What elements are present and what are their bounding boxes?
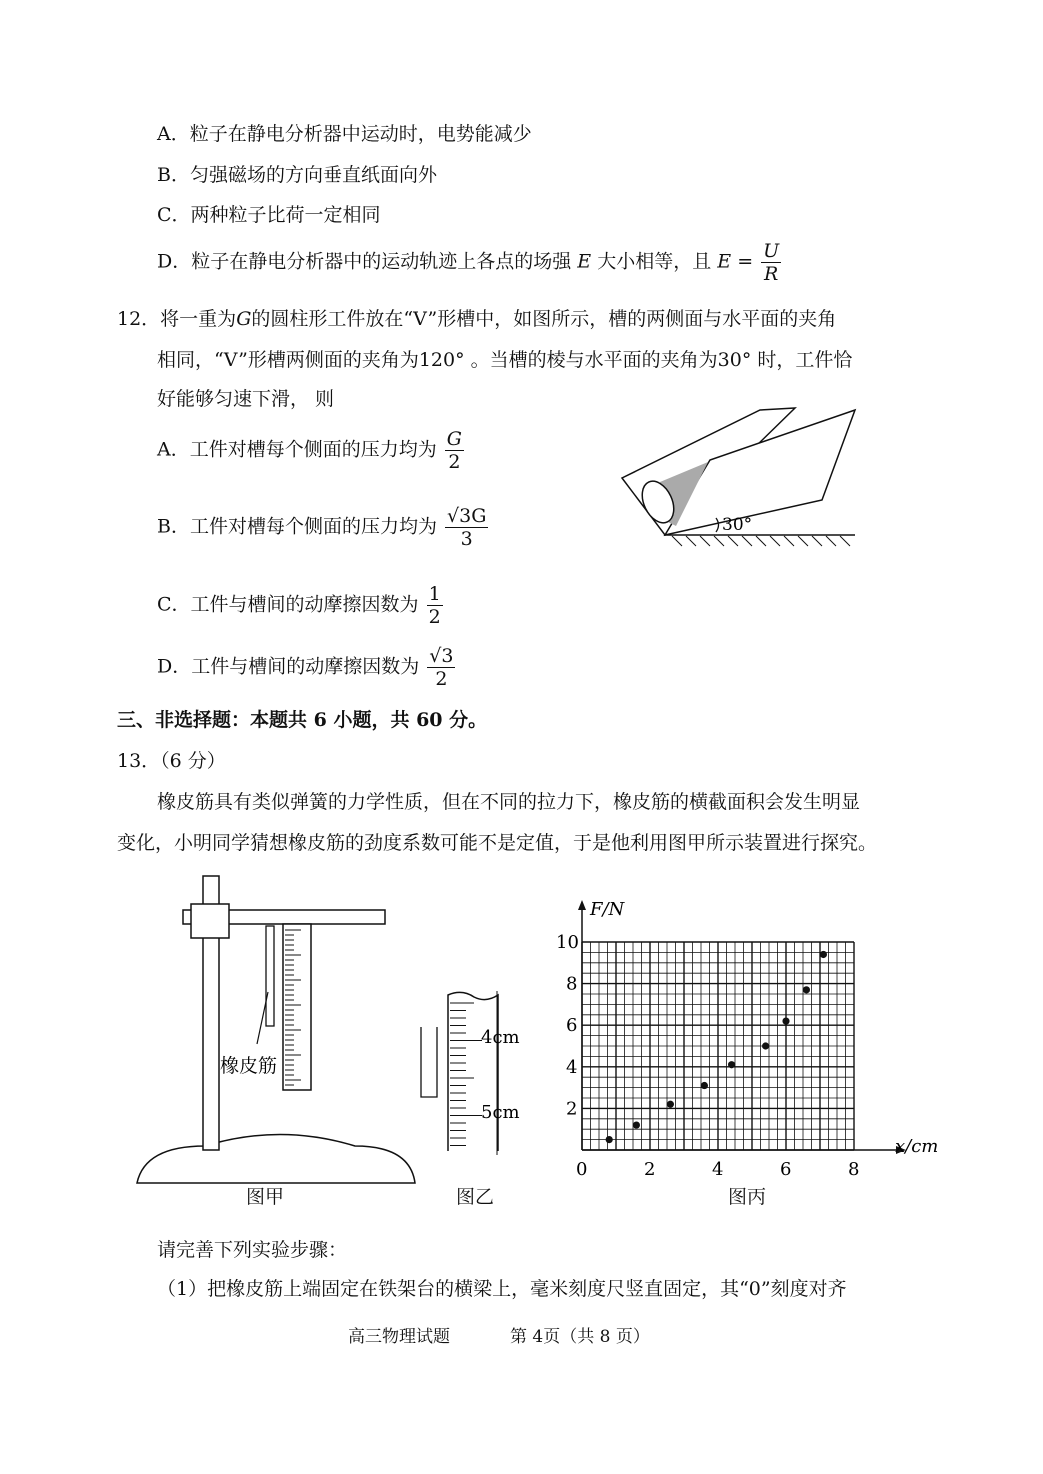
q11-d-var: E [577, 250, 592, 273]
y-tick-label: 10 [556, 932, 579, 953]
figure-b-caption: 图乙 [456, 1186, 495, 1208]
step-intro: 请完善下列实验步骤： [157, 1239, 348, 1261]
q13-heading: 13．（6 分） [117, 750, 226, 772]
q11-option-c: C．两种粒子比荷一定相同 [157, 204, 381, 226]
y-tick-label: 8 [566, 973, 578, 995]
ruler-5cm-label: 5cm [481, 1102, 520, 1123]
x-tick-label: 8 [848, 1159, 860, 1180]
y-tick-label: 2 [566, 1098, 578, 1120]
q11-option-d [157, 240, 783, 285]
q12-line-2: 相同，“V”形槽两侧面的夹角为120° 。当槽的棱与水平面的夹角为30° 时，工件恰 [157, 349, 853, 371]
figure-c-chart [540, 890, 950, 1190]
fraction-denominator: 2 [428, 606, 441, 628]
section-3-heading: 三、非选择题：本题共 6 小题，共 60 分。 [117, 709, 488, 731]
figure-b-ruler-detail [412, 985, 532, 1160]
step-1: （1）把橡皮筋上端固定在铁架台的横梁上，毫米刻度尺竖直固定，其“0”刻度对齐 [157, 1278, 847, 1300]
y-axis-label: F/N [590, 899, 625, 920]
x-tick-label: 4 [712, 1159, 724, 1180]
y-tick-label: 4 [566, 1056, 578, 1078]
data-point [728, 1061, 735, 1068]
fraction-denominator: 2 [448, 451, 461, 473]
fraction-numerator: G [446, 428, 462, 450]
q12-c-fraction [427, 583, 443, 628]
q11-d-prefix: D．粒子在静电分析器中的运动轨迹上各点的场强 [157, 250, 572, 273]
option-text: A．工件对槽每个侧面的压力均为 [157, 438, 437, 461]
fraction-numerator: √3G [447, 505, 487, 527]
fraction-numerator: U [763, 240, 780, 262]
v-groove-figure [610, 400, 870, 555]
x-tick-label: 2 [644, 1159, 656, 1180]
q11-d-fraction [761, 240, 781, 285]
data-point [701, 1082, 708, 1089]
y-tick-label: 6 [566, 1015, 578, 1037]
data-point [633, 1121, 640, 1128]
q11-d-mid: 大小相等，且 [597, 250, 712, 273]
fraction-denominator: 2 [435, 668, 448, 690]
data-point [762, 1042, 769, 1049]
figure-a-caption: 图甲 [246, 1186, 285, 1208]
q12-line-1 [117, 307, 836, 331]
angle-label: 30° [722, 515, 753, 535]
q12-option-a [157, 428, 466, 473]
fraction-numerator: 1 [428, 583, 441, 605]
q13-paragraph-2: 变化，小明同学猜想橡皮筋的劲度系数可能不是定值，于是他利用图甲所示装置进行探究。 [117, 832, 878, 854]
q12-d-fraction [427, 645, 455, 690]
data-point [803, 986, 810, 993]
q12-text: 12．将一重为 [117, 308, 237, 330]
option-text: D．工件与槽间的动摩擦因数为 [157, 655, 420, 678]
q11-option-b: B．匀强磁场的方向垂直纸面向外 [157, 164, 437, 186]
q12-b-fraction [445, 505, 488, 550]
data-point [606, 1136, 613, 1143]
data-point [667, 1101, 674, 1108]
option-text: B．工件对槽每个侧面的压力均为 [157, 515, 437, 538]
q12-line-3: 好能够匀速下滑， 则 [157, 388, 335, 410]
q12-g-var: G [236, 308, 252, 330]
figure-c-caption: 图丙 [728, 1186, 767, 1208]
q12-text-b: 的圆柱形工件放在“V”形槽中，如图所示，槽的两侧面与水平面的夹角 [251, 308, 837, 330]
fraction-denominator: 3 [460, 528, 473, 550]
option-text: C．工件与槽间的动摩擦因数为 [157, 593, 419, 616]
y-axis-arrow [578, 900, 586, 910]
q12-option-c [157, 583, 445, 628]
fraction-numerator: √3 [429, 645, 454, 667]
x-tick-label: 0 [576, 1159, 588, 1180]
footer-page-number: 第 4页（共 8 页） [510, 1327, 650, 1347]
q11-option-a: A．粒子在静电分析器中运动时，电势能减少 [157, 123, 532, 145]
x-tick-label: 6 [780, 1159, 792, 1180]
x-axis-label: x/cm [895, 1136, 939, 1157]
figure-a-iron-stand [125, 868, 425, 1213]
q12-a-fraction [445, 428, 464, 473]
footer-subject: 高三物理试题 [348, 1327, 450, 1347]
rubber-band-label: 橡皮筋 [220, 1055, 278, 1077]
data-point [782, 1017, 789, 1024]
q11-d-eq: E = [717, 250, 754, 273]
data-point [820, 951, 827, 958]
fraction-denominator: R [764, 263, 779, 285]
q13-paragraph-1: 橡皮筋具有类似弹簧的力学性质，但在不同的拉力下，橡皮筋的横截面积会发生明显 [157, 791, 861, 813]
ruler-4cm-label: 4cm [481, 1027, 520, 1048]
q12-option-d [157, 645, 457, 690]
q12-option-b [157, 505, 490, 550]
